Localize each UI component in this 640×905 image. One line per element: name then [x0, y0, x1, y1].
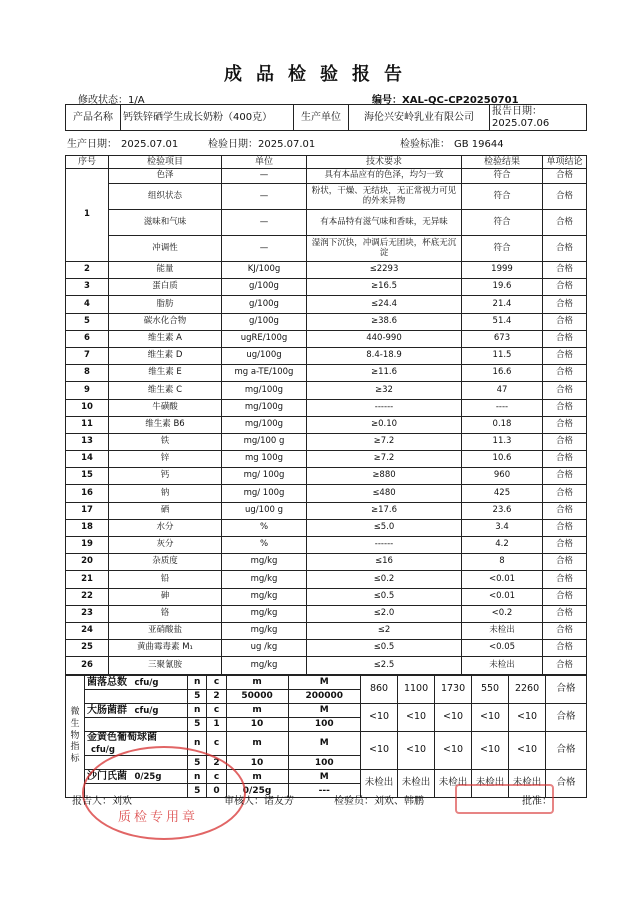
item-requirement: ≤2.5 — [307, 657, 462, 674]
item-unit: — — [222, 184, 307, 210]
item-name: 杂质度 — [109, 554, 222, 571]
item-name: 锌 — [109, 451, 222, 468]
micro-param-value: 10 — [226, 756, 288, 770]
item-name: 维生素 C — [109, 382, 222, 399]
micro-blank-cell — [85, 690, 188, 704]
table-row — [66, 399, 587, 416]
item-unit: mg/ 100g — [222, 485, 307, 502]
item-result: <0.01 — [462, 571, 543, 588]
item-result: 未检出 — [462, 622, 543, 639]
table-row — [66, 416, 587, 433]
row-number: 1 — [66, 169, 109, 262]
reviewer: 审核人：诸友芳 — [224, 796, 294, 807]
header-table — [65, 104, 587, 131]
item-verdict: 合格 — [543, 416, 587, 433]
table-row — [66, 296, 587, 313]
item-requirement: ≤0.5 — [307, 640, 462, 657]
table-row — [66, 433, 587, 450]
item-verdict: 合格 — [543, 399, 587, 416]
item-verdict: 合格 — [543, 485, 587, 502]
product-label: 产品名称 — [66, 105, 121, 131]
micro-param-label: n — [188, 732, 207, 756]
item-result: 425 — [462, 485, 543, 502]
item-verdict: 合格 — [543, 468, 587, 485]
micro-item-name: 沙门氏菌 0/25g — [85, 770, 188, 784]
item-result: 19.6 — [462, 279, 543, 296]
micro-result: <10 — [509, 732, 546, 770]
row-number: 5 — [66, 313, 109, 330]
item-name: 铅 — [109, 571, 222, 588]
item-verdict: 合格 — [543, 433, 587, 450]
item-result: 51.4 — [462, 313, 543, 330]
item-verdict: 合格 — [543, 169, 587, 184]
row-number: 9 — [66, 382, 109, 399]
product-value: 钙铁锌硒学生成长奶粉（400克） — [121, 105, 294, 131]
item-requirement: ≥880 — [307, 468, 462, 485]
row-number: 4 — [66, 296, 109, 313]
item-requirement: ------ — [307, 399, 462, 416]
micro-result: 未检出 — [472, 770, 509, 798]
item-verdict: 合格 — [543, 330, 587, 347]
item-name: 维生素 D — [109, 347, 222, 364]
micro-blank-cell — [85, 718, 188, 732]
item-unit: % — [222, 519, 307, 536]
micro-param-value: --- — [288, 784, 361, 798]
row-number: 14 — [66, 451, 109, 468]
item-verdict: 合格 — [543, 382, 587, 399]
row-number: 17 — [66, 502, 109, 519]
item-requirement: ≤0.2 — [307, 571, 462, 588]
micro-param-value: 50000 — [226, 690, 288, 704]
micro-result: <10 — [472, 732, 509, 770]
item-verdict: 合格 — [543, 554, 587, 571]
micro-param-label: M — [288, 704, 361, 718]
micro-verdict: 合格 — [546, 732, 587, 770]
item-verdict: 合格 — [543, 313, 587, 330]
micro-verdict: 合格 — [546, 770, 587, 798]
row-number: 19 — [66, 537, 109, 554]
item-result: 3.4 — [462, 519, 543, 536]
item-verdict: 合格 — [543, 279, 587, 296]
item-unit: mg/ 100g — [222, 468, 307, 485]
table-row — [66, 365, 587, 382]
item-unit: — — [222, 236, 307, 262]
micro-param-value: 100 — [288, 718, 361, 732]
item-requirement: ≤2 — [307, 622, 462, 639]
micro-result: 未检出 — [398, 770, 435, 798]
row-number: 6 — [66, 330, 109, 347]
micro-param-value: 5 — [188, 718, 207, 732]
item-result: 未检出 — [462, 657, 543, 674]
row-number: 10 — [66, 399, 109, 416]
item-result: 10.6 — [462, 451, 543, 468]
item-unit: % — [222, 537, 307, 554]
row-number: 7 — [66, 347, 109, 364]
table-row — [66, 236, 587, 262]
item-requirement: ≤16 — [307, 554, 462, 571]
row-number: 13 — [66, 433, 109, 450]
item-unit: ugRE/100g — [222, 330, 307, 347]
item-unit: KJ/100g — [222, 262, 307, 279]
item-result: 11.3 — [462, 433, 543, 450]
item-unit: mg a-TE/100g — [222, 365, 307, 382]
item-result: 符合 — [462, 169, 543, 184]
micro-param-value: 2 — [207, 690, 226, 704]
item-name: 黄曲霉毒素 M₁ — [109, 640, 222, 657]
item-result: 673 — [462, 330, 543, 347]
report-serial: 编号：XAL-QC-CP20250701 — [372, 95, 519, 106]
item-unit: mg/kg — [222, 622, 307, 639]
item-unit: — — [222, 210, 307, 236]
inspection-standard: 检验标准： GB 19644 — [400, 139, 504, 151]
item-verdict: 合格 — [543, 451, 587, 468]
micro-result: <10 — [361, 704, 398, 732]
micro-param-label: c — [207, 770, 226, 784]
row-number: 16 — [66, 485, 109, 502]
item-verdict: 合格 — [543, 347, 587, 364]
item-verdict: 合格 — [543, 519, 587, 536]
micro-result: 未检出 — [509, 770, 546, 798]
report-date: 报告日期：2025.07.06 — [490, 105, 587, 131]
micro-param-label: m — [226, 676, 288, 690]
item-result: 符合 — [462, 236, 543, 262]
micro-param-label: c — [207, 704, 226, 718]
item-unit: g/100g — [222, 296, 307, 313]
item-verdict: 合格 — [543, 657, 587, 674]
item-requirement: ≥17.6 — [307, 502, 462, 519]
micro-param-value: 5 — [188, 784, 207, 798]
item-requirement: 湿润下沉快，冲调后无团块，杯底无沉淀 — [307, 236, 462, 262]
col-unit: 单位 — [222, 156, 307, 169]
item-result: 符合 — [462, 210, 543, 236]
item-unit: mg/100g — [222, 416, 307, 433]
item-requirement: ≥0.10 — [307, 416, 462, 433]
row-number: 2 — [66, 262, 109, 279]
seal-stamp-text: 质检专用章 — [118, 810, 199, 825]
item-requirement: ≤480 — [307, 485, 462, 502]
item-unit: ug /kg — [222, 640, 307, 657]
table-row — [66, 451, 587, 468]
micro-result: <10 — [398, 732, 435, 770]
micro-result: 未检出 — [435, 770, 472, 798]
item-requirement: ≥7.2 — [307, 433, 462, 450]
table-row — [66, 554, 587, 571]
maker-label: 生产单位 — [294, 105, 349, 131]
item-unit: g/100g — [222, 279, 307, 296]
item-result: 符合 — [462, 184, 543, 210]
item-result: ---- — [462, 399, 543, 416]
micro-param-header-row — [66, 732, 587, 756]
table-row — [66, 279, 587, 296]
row-number: 23 — [66, 605, 109, 622]
item-unit: ug/100g — [222, 347, 307, 364]
item-result: <0.01 — [462, 588, 543, 605]
item-unit: mg 100g — [222, 451, 307, 468]
micro-result: <10 — [361, 732, 398, 770]
item-requirement: ≥32 — [307, 382, 462, 399]
micro-param-value: 5 — [188, 756, 207, 770]
micro-result: <10 — [398, 704, 435, 732]
table-row — [66, 382, 587, 399]
item-requirement: ≤5.0 — [307, 519, 462, 536]
item-requirement: 粉状，干燥、无结块，无正常视力可见的外来异物 — [307, 184, 462, 210]
item-result: 21.4 — [462, 296, 543, 313]
row-number: 25 — [66, 640, 109, 657]
micro-param-value: 5 — [188, 690, 207, 704]
micro-result: 1100 — [398, 676, 435, 704]
item-unit: mg/kg — [222, 571, 307, 588]
item-name: 灰分 — [109, 537, 222, 554]
item-result: 4.2 — [462, 537, 543, 554]
micro-param-header-row — [66, 770, 587, 784]
item-name: 水分 — [109, 519, 222, 536]
production-date: 生产日期： 2025.07.01 — [67, 139, 179, 151]
item-requirement: ≤0.5 — [307, 588, 462, 605]
header-dates — [65, 136, 587, 154]
item-requirement: 具有本品应有的色泽，均匀一致 — [307, 169, 462, 184]
micro-param-label: m — [226, 704, 288, 718]
row-number: 8 — [66, 365, 109, 382]
item-name: 维生素 A — [109, 330, 222, 347]
item-result: 47 — [462, 382, 543, 399]
item-name: 维生素 B6 — [109, 416, 222, 433]
item-verdict: 合格 — [543, 588, 587, 605]
microbiology-side-label: 微生物指标 — [66, 676, 85, 798]
revision-status: 修改状态：1/A — [78, 95, 145, 106]
item-requirement: 有本品特有滋气味和香味，无异味 — [307, 210, 462, 236]
micro-verdict: 合格 — [546, 676, 587, 704]
micro-param-value: 200000 — [288, 690, 361, 704]
item-verdict: 合格 — [543, 502, 587, 519]
item-requirement: ≥38.6 — [307, 313, 462, 330]
table-row — [66, 169, 587, 184]
item-verdict: 合格 — [543, 622, 587, 639]
micro-result: 1730 — [435, 676, 472, 704]
item-name: 碳水化合物 — [109, 313, 222, 330]
table-row — [66, 519, 587, 536]
item-verdict: 合格 — [543, 605, 587, 622]
row-number: 21 — [66, 571, 109, 588]
row-number: 22 — [66, 588, 109, 605]
item-verdict: 合格 — [543, 184, 587, 210]
col-item: 检验项目 — [109, 156, 222, 169]
micro-result: 860 — [361, 676, 398, 704]
micro-param-label: n — [188, 676, 207, 690]
table-row — [66, 640, 587, 657]
table-row — [66, 605, 587, 622]
item-result: 1999 — [462, 262, 543, 279]
micro-verdict: 合格 — [546, 704, 587, 732]
table-row — [66, 571, 587, 588]
micro-param-label: m — [226, 732, 288, 756]
table-row — [66, 468, 587, 485]
maker-value: 海伦兴安岭乳业有限公司 — [349, 105, 490, 131]
table-row — [66, 210, 587, 236]
item-name: 钠 — [109, 485, 222, 502]
item-requirement: ------ — [307, 537, 462, 554]
item-result: 960 — [462, 468, 543, 485]
table-row — [66, 485, 587, 502]
row-number: 11 — [66, 416, 109, 433]
micro-result: 2260 — [509, 676, 546, 704]
item-name: 亚硝酸盐 — [109, 622, 222, 639]
item-result: 16.6 — [462, 365, 543, 382]
micro-result: <10 — [435, 732, 472, 770]
micro-param-label: c — [207, 676, 226, 690]
col-no: 序号 — [66, 156, 109, 169]
table-row — [66, 537, 587, 554]
item-name: 钙 — [109, 468, 222, 485]
item-result: 11.5 — [462, 347, 543, 364]
table-row — [66, 262, 587, 279]
item-unit: mg/kg — [222, 657, 307, 674]
item-name: 维生素 E — [109, 365, 222, 382]
micro-param-value: 2 — [207, 756, 226, 770]
item-unit: — — [222, 169, 307, 184]
item-name: 砷 — [109, 588, 222, 605]
micro-item-name: 金黄色葡萄球菌 cfu/g — [85, 732, 188, 756]
item-result: 23.6 — [462, 502, 543, 519]
item-result: 8 — [462, 554, 543, 571]
micro-param-label: m — [226, 770, 288, 784]
micro-item-name: 大肠菌群 cfu/g — [85, 704, 188, 718]
microbiology-table — [65, 675, 587, 798]
item-unit: mg/kg — [222, 605, 307, 622]
item-unit: mg/kg — [222, 588, 307, 605]
item-unit: mg/kg — [222, 554, 307, 571]
micro-result: 550 — [472, 676, 509, 704]
item-unit: mg/100g — [222, 399, 307, 416]
micro-param-label: M — [288, 676, 361, 690]
micro-param-label: n — [188, 704, 207, 718]
item-verdict: 合格 — [543, 210, 587, 236]
item-unit: ug/100 g — [222, 502, 307, 519]
micro-param-value: 100 — [288, 756, 361, 770]
micro-blank-cell — [85, 756, 188, 770]
micro-param-value: 10 — [226, 718, 288, 732]
item-requirement: 8.4-18.9 — [307, 347, 462, 364]
item-unit: mg/100 g — [222, 433, 307, 450]
item-requirement: ≥16.5 — [307, 279, 462, 296]
table-row — [66, 657, 587, 674]
item-requirement: ≤24.4 — [307, 296, 462, 313]
table-row — [66, 502, 587, 519]
table-row — [66, 184, 587, 210]
item-verdict: 合格 — [543, 262, 587, 279]
micro-param-value: 1 — [207, 718, 226, 732]
column-header-row — [66, 156, 587, 169]
item-name: 三聚氰胺 — [109, 657, 222, 674]
inspection-date: 检验日期：2025.07.01 — [208, 139, 316, 151]
micro-result: <10 — [435, 704, 472, 732]
row-number: 24 — [66, 622, 109, 639]
item-requirement: ≤2293 — [307, 262, 462, 279]
item-name: 组织状态 — [109, 184, 222, 210]
item-requirement: 440-990 — [307, 330, 462, 347]
item-result: <0.2 — [462, 605, 543, 622]
row-number: 26 — [66, 657, 109, 674]
item-name: 色泽 — [109, 169, 222, 184]
micro-param-value: 0/25g — [226, 784, 288, 798]
micro-param-label: c — [207, 732, 226, 756]
item-name: 牛磺酸 — [109, 399, 222, 416]
micro-param-header-row — [66, 676, 587, 690]
row-number: 18 — [66, 519, 109, 536]
table-row — [66, 330, 587, 347]
inspectors: 检验员：刘欢、韩鹏 — [334, 796, 424, 807]
item-requirement: ≤2.0 — [307, 605, 462, 622]
item-name: 脂肪 — [109, 296, 222, 313]
col-verdict: 单项结论 — [543, 156, 587, 169]
micro-result: <10 — [509, 704, 546, 732]
item-verdict: 合格 — [543, 365, 587, 382]
item-unit: g/100g — [222, 313, 307, 330]
row-number: 20 — [66, 554, 109, 571]
item-verdict: 合格 — [543, 236, 587, 262]
row-number: 3 — [66, 279, 109, 296]
item-name: 冲调性 — [109, 236, 222, 262]
item-name: 滋味和气味 — [109, 210, 222, 236]
micro-param-label: M — [288, 732, 361, 756]
table-row — [66, 347, 587, 364]
micro-param-label: M — [288, 770, 361, 784]
micro-result: 未检出 — [361, 770, 398, 798]
item-requirement: ≥11.6 — [307, 365, 462, 382]
item-verdict: 合格 — [543, 296, 587, 313]
item-result: <0.05 — [462, 640, 543, 657]
approver: 批准： — [522, 796, 552, 807]
micro-item-name: 菌落总数 cfu/g — [85, 676, 188, 690]
item-verdict: 合格 — [543, 640, 587, 657]
col-result: 检验结果 — [462, 156, 543, 169]
item-unit: mg/100g — [222, 382, 307, 399]
row-number: 15 — [66, 468, 109, 485]
micro-result: <10 — [472, 704, 509, 732]
table-row — [66, 588, 587, 605]
reporter: 报告人：刘欢 — [72, 796, 132, 807]
item-name: 硒 — [109, 502, 222, 519]
item-requirement: ≥7.2 — [307, 451, 462, 468]
item-name: 铁 — [109, 433, 222, 450]
item-verdict: 合格 — [543, 537, 587, 554]
item-name: 能量 — [109, 262, 222, 279]
table-row — [66, 313, 587, 330]
results-table — [65, 155, 587, 675]
table-row — [66, 622, 587, 639]
micro-param-header-row — [66, 704, 587, 718]
item-name: 蛋白质 — [109, 279, 222, 296]
micro-param-value: 0 — [207, 784, 226, 798]
item-name: 铬 — [109, 605, 222, 622]
report-title: 成品检验报告 — [224, 64, 416, 85]
micro-param-label: n — [188, 770, 207, 784]
col-requirement: 技术要求 — [307, 156, 462, 169]
item-result: 0.18 — [462, 416, 543, 433]
item-verdict: 合格 — [543, 571, 587, 588]
